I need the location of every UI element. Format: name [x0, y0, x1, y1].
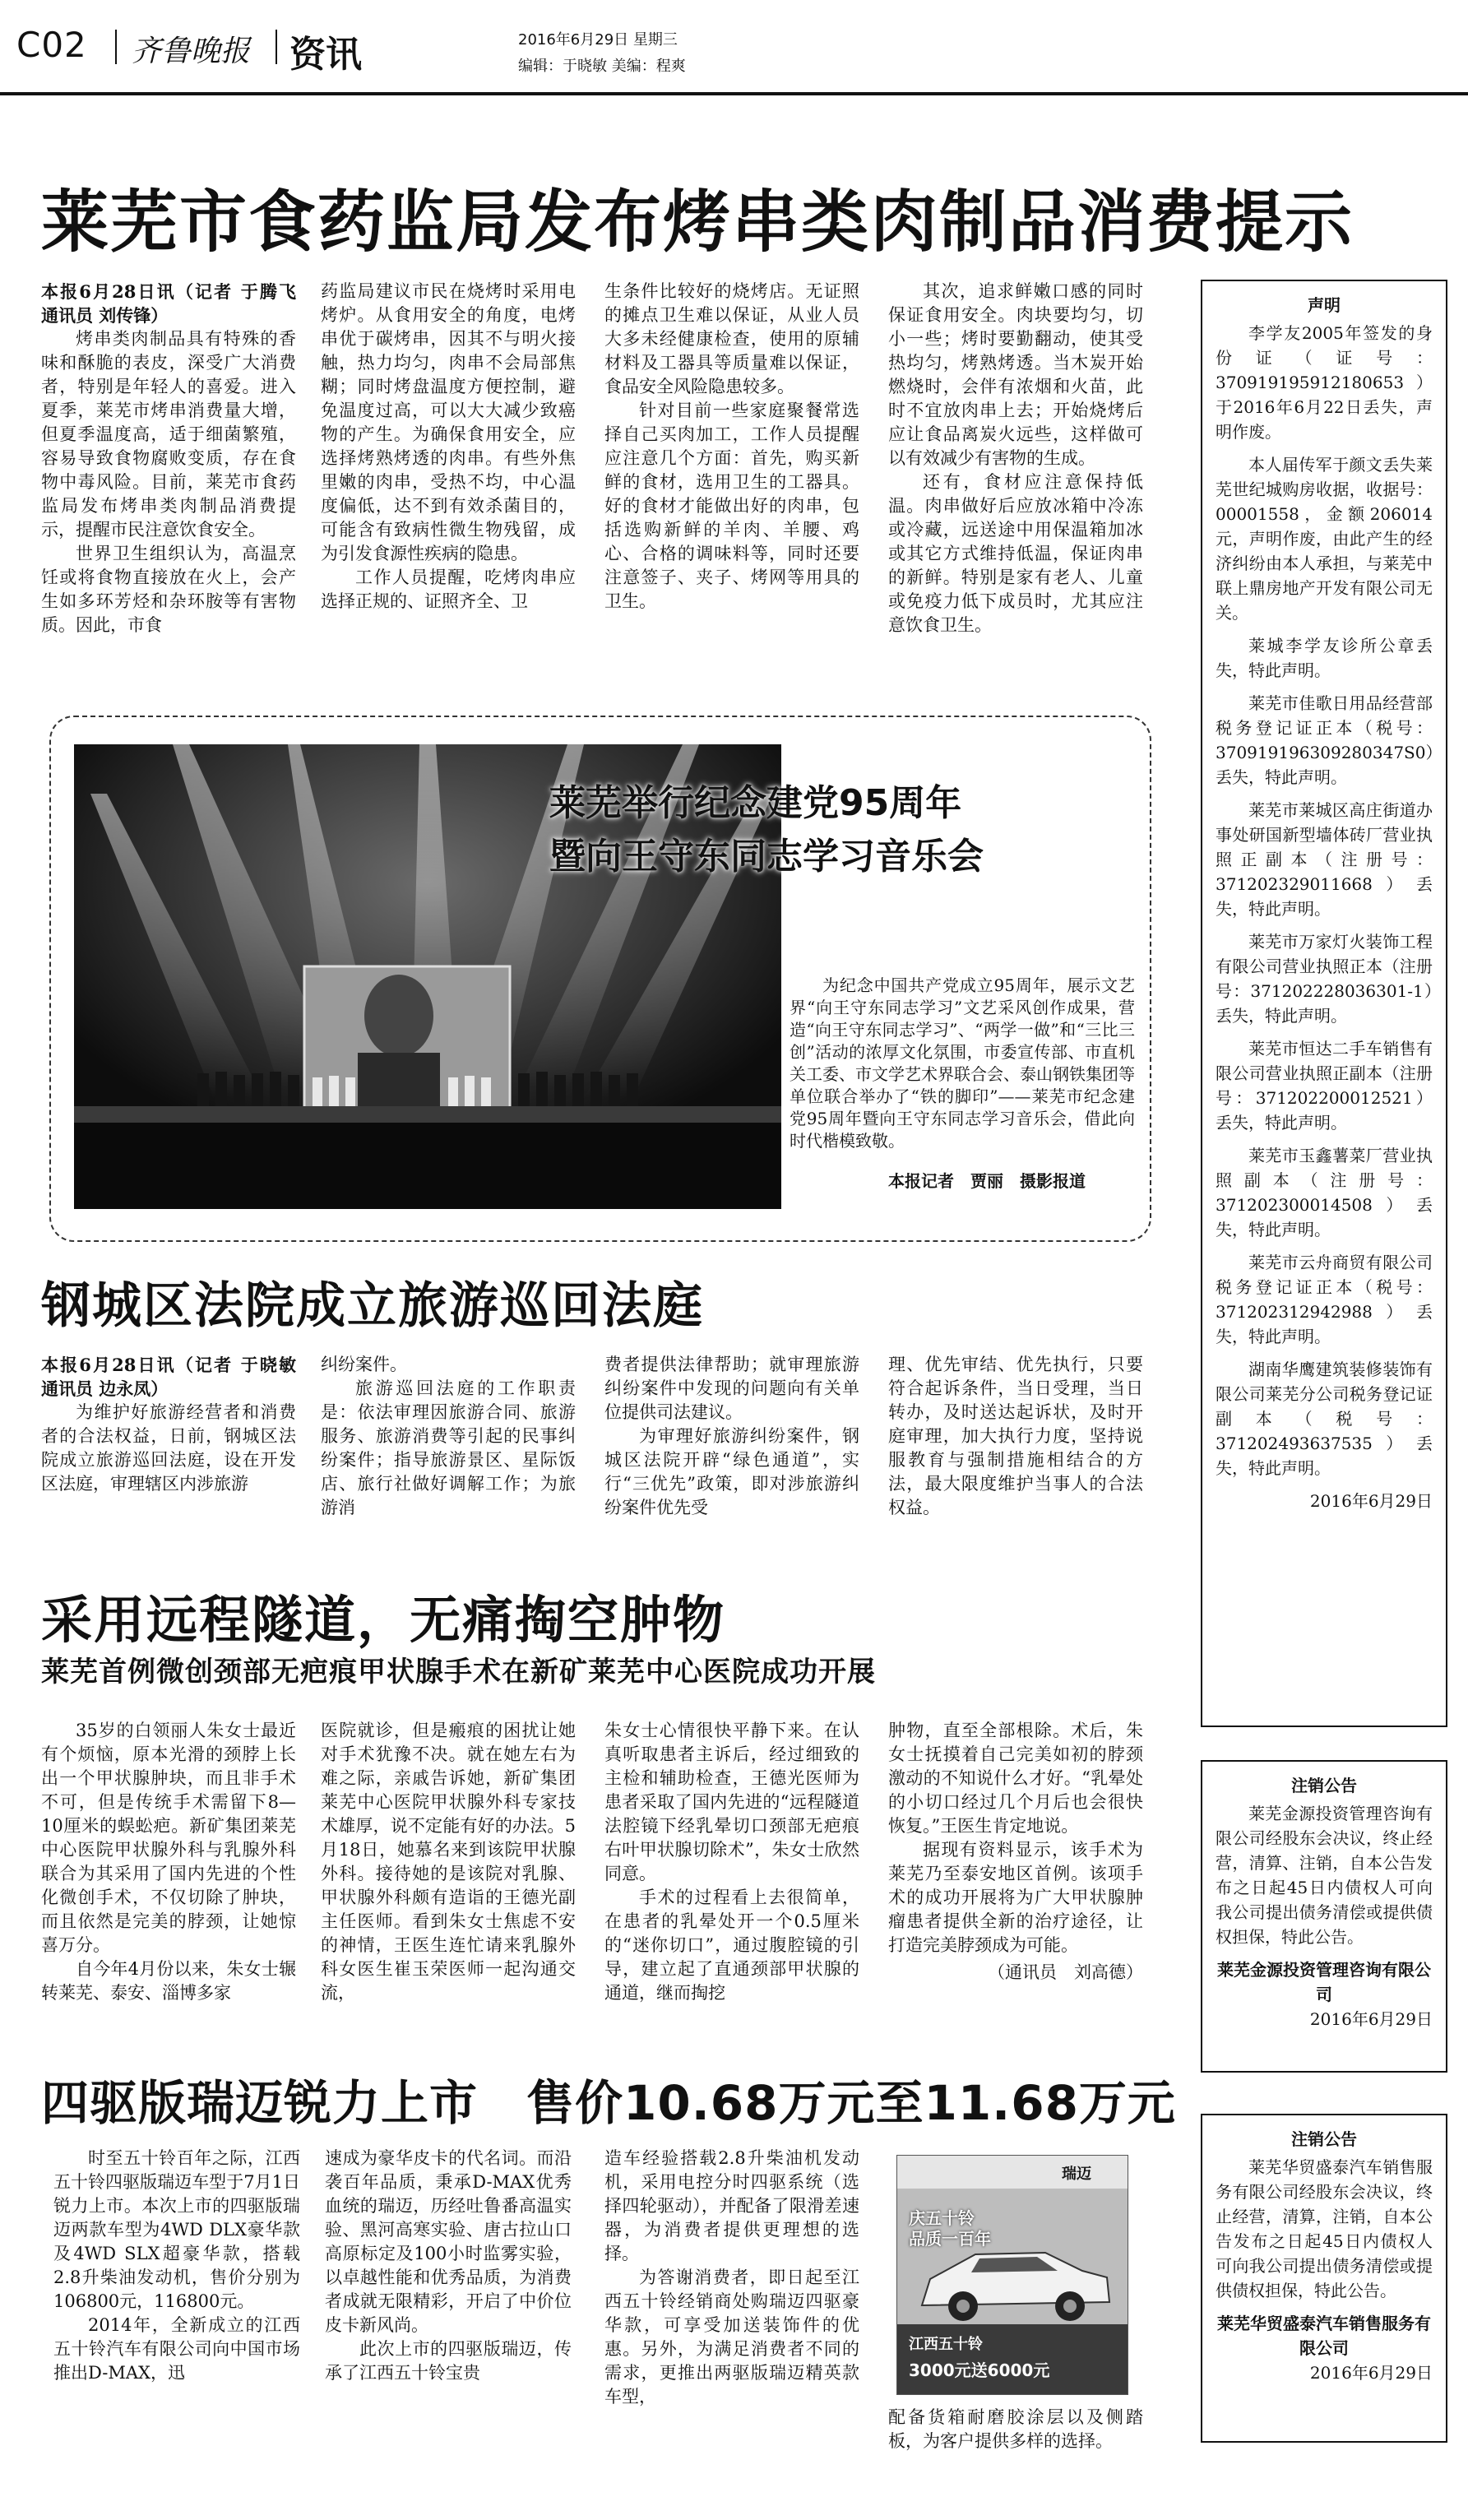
paragraph: 自今年4月份以来，朱女士辗转莱芜、泰安、淄博多家 — [41, 1959, 296, 2003]
paragraph: 速成为豪华皮卡的代名词。而沿袭百年品质，秉承D-MAX优秀血统的瑞迈，历经吐鲁番高温实验、黑河高寒实验、唐古拉山口高原标定及100小时监雾实验，以卓越性能和优秀品质，为消费者成就无限精彩，开启了中价位皮卡新风尚。 — [325, 2148, 572, 2335]
statement-item: 湖南华鹰建筑装修装饰有限公司莱芜分公司税务登记证副本（税号：371202493637535）丢失，特此声明。 — [1216, 1360, 1433, 1478]
article3-subhead: 莱芜首例微创颈部无疤痕甲状腺手术在新矿莱芜中心医院成功开展 — [41, 1656, 876, 1688]
paragraph: 工作人员提醒，吃烤肉串应选择正规的、证照齐全、卫 — [321, 567, 576, 611]
editor-line: 编辑：于晓敏 美编：程爽 — [518, 58, 686, 75]
paragraph: 旅游巡回法庭的工作职责是：依法审理因旅游合同、旅游服务、旅游消费等引起的民事纠纷案件；指导旅游景区、星际饭店、旅行社做好调解工作；为旅游消 — [321, 1378, 576, 1517]
notice-body: 莱芜华贸盛泰汽车销售服务有限公司经股东会决议，终止经营，清算，注销，自本公告发布之日起45日内债权人可向我公司提出债务清偿或提供债权担保，特此公告。 — [1216, 2157, 1433, 2300]
car-advertisement — [896, 2155, 1128, 2395]
article2-col-2 — [321, 1353, 576, 1520]
cancellation-notice-1 — [1201, 1760, 1447, 2073]
ad-price: 3000元送6000元 — [909, 2360, 1050, 2380]
ad-brand: 瑞迈 — [1062, 2166, 1091, 2183]
newspaper-brand: 齐鲁晚报 — [132, 35, 251, 68]
section-name: 资讯 — [289, 34, 362, 76]
article2-col-3 — [604, 1353, 859, 1520]
statement-item: 莱芜市佳歌日用品经营部税务登记证正本（税号：370919196309280347S0）丢失，特此声明。 — [1216, 693, 1443, 787]
paragraph: 费者提供法律帮助；就审理旅游纠纷案件中发现的问题向有关单位提供司法建议。 — [604, 1355, 859, 1422]
paragraph: 时至五十铃百年之际，江西五十铃四驱版瑞迈车型于7月1日锐力上市。本次上市的四驱版瑞迈两款车型为4WD DLX豪华款及4WD SLX超豪华款，搭载2.8升柴油发动机，售价分别为106800元，116800元。 — [53, 2148, 300, 2311]
paragraph: 造车经验搭载2.8升柴油机发动机，采用电控分时四驱系统（选择四轮驱动），并配备了限滑差速器，为消费者提供更理想的选择。 — [604, 2148, 859, 2263]
paragraph: 朱女士心情很快平静下来。在认真听取患者主诉后，经过细致的主检和辅助检查，王德光医师为患者采取了国内先进的“远程隧道法腔镜下经乳晕切口颈部无疤痕右叶甲状腺切除术”，朱女士欣然同意。 — [604, 1721, 859, 1883]
paragraph: 世界卫生组织认为，高温烹饪或将食物直接放在火上，会产生如多环芳烃和杂环胺等有害物质。因此，市食 — [41, 544, 296, 635]
statement-title: 声明 — [1308, 295, 1341, 315]
paragraph: 烤串类肉制品具有特殊的香味和酥脆的表皮，深受广大消费者，特别是年轻人的喜爱。进入夏季，莱芜市烤串消费量大增，但夏季温度高，适于细菌繁殖，容易导致食物腐败变质，存在食物中毒风险。目前，莱芜市食药监局发布烤串类肉制品消费提示，提醒市民注意饮食安全。 — [41, 329, 296, 540]
paragraph: 为纪念中国共产党成立95周年，展示文艺界“向王守东同志学习”文艺采风创作成果，营造“向王守东同志学习”、“两学一做”和“三比三创”活动的浓厚文化氛围，市委宣传部、市直机关工委、市文学艺术界联合会、泰山钢铁集团等单位联合举办了“铁的脚印”——莱芜市纪念建党95周年暨向王守东同志学习音乐会，借此向时代楷模致敬。 — [790, 975, 1135, 1151]
header-rule — [0, 92, 1468, 95]
article1-col-2 — [321, 280, 576, 614]
notice-body: 莱芜金源投资管理咨询有限公司经股东会决议，终止经营，清算、注销，自本公告发布之日起45日内债权人可向我公司提出债务清偿或提供债权担保，特此公告。 — [1216, 1804, 1433, 1947]
statement-item: 莱芜市云舟商贸有限公司税务登记证正本（税号：371202312942988）丢失，特此声明。 — [1216, 1253, 1433, 1346]
header-divider — [276, 30, 277, 64]
paragraph: 据现有资料显示，该手术为莱芜乃至泰安地区首例。该项手术的成功开展将为广大甲状腺肿瘤患者提供全新的治疗途径，让打造完美脖颈成为可能。 — [888, 1840, 1143, 1955]
paragraph: 药监局建议市民在烧烤时采用电烤炉。从食用安全的角度，电烤串优于碳烤串，因其不与明火接触，热力均匀，肉串不会局部焦糊；同时烤盘温度方便控制，避免温度过高，可以大大减少致癌物的产生。为确保食用安全，应选择烤熟烤透的肉串。有些外焦里嫩的肉串，受热不均，中心温度偏低，达不到有效杀菌目的，可能含有致病性微生物残留，成为引发食源性疾病的隐患。 — [321, 281, 576, 563]
article1-headline: 莱芜市食药监局发布烤串类肉制品消费提示 — [41, 183, 1355, 262]
statement-item: 莱芜市万家灯火装饰工程有限公司营业执照正本（注册号：371202228036301-1）丢失，特此声明。 — [1216, 932, 1433, 1026]
article4-headline: 四驱版瑞迈锐力上市 售价10.68万元至11.68万元 — [41, 2075, 1176, 2131]
article3-col-4 — [888, 1719, 1143, 1985]
paragraph: 纠纷案件。 — [321, 1355, 407, 1374]
paragraph: 35岁的白领丽人朱女士最近有个烦恼，原本光滑的颈脖上长出一个甲状腺肿块，而且非手术不可，但是传统手术需留下8—10厘米的蜈蚣疤。新矿集团莱芜中心医院甲状腺外科与乳腺外科联合为其采用了国内先进的个性化微创手术，不仅切除了肿块，而且依然是完美的脖颈，让她惊喜万分。 — [41, 1721, 296, 1955]
statement-date: 2016年6月29日 — [1309, 1491, 1433, 1511]
feature-text — [790, 975, 1135, 1152]
feature-title-line1: 莱芜举行纪念建党95周年 — [549, 782, 962, 824]
paragraph: 还有，食材应注意保持低温。肉串做好后应放冰箱中冷冻或冷藏，远送途中用保温箱加冰或其它方式维持低温，保证肉串的新鲜。特别是家有老人、儿童或免疫力低下成员时，尤其应注意饮食卫生。 — [888, 472, 1143, 635]
paragraph: 为维护好旅游经营者和消费者的合法权益，日前，钢城区法院成立旅游巡回法庭，设在开发区法庭，审理辖区内涉旅游 — [41, 1402, 296, 1494]
statement-item: 李学友2005年签发的身份证（证号：370919195912180653）于2016年6月22日丢失，声明作废。 — [1216, 323, 1433, 442]
article2-headline: 钢城区法院成立旅游巡回法庭 — [41, 1277, 704, 1335]
statement-box — [1201, 280, 1447, 1727]
article1-col-1 — [41, 280, 296, 637]
paragraph: 针对目前一些家庭聚餐常选择自己买肉加工，工作人员提醒应注意几个方面：首先，购买新鲜的食材，选用卫生的工器具。好的食材才能做出好的肉串，包括选购新鲜的羊肉、羊腰、鸡心、合格的调味料等，同时还要注意签子、夹子、烤网等用具的卫生。 — [604, 401, 859, 611]
notice-title: 注销公告 — [1291, 1776, 1357, 1795]
paragraph: 医院就诊，但是瘢痕的困扰让她对手术犹豫不决。就在她左右为难之际，亲戚告诉她，新矿集团莱芜中心医院甲状腺外科专家技术雄厚，说不定能有好的办法。5月18日，她慕名来到该院甲状腺外科。接待她的是该院对乳腺、甲状腺外科颇有造诣的王德光副主任医师。看到朱女士焦虑不安的神情，王医生连忙请来乳腺外科女医生崔玉荣医师一起沟通交流， — [321, 1721, 576, 2003]
paragraph: 此次上市的四驱版瑞迈，传承了江西五十铃宝贵 — [325, 2339, 572, 2383]
paragraph: 肿物，直至全部根除。术后，朱女士抚摸着自己完美如初的脖颈激动的不知说什么才好。“乳晕处的小切口经过几个月后也会很快恢复。”王医生肯定地说。 — [888, 1721, 1143, 1836]
paragraph: 2014年，全新成立的江西五十铃汽车有限公司向中国市场推出D-MAX，迅 — [53, 2315, 300, 2383]
paragraph: 手术的过程看上去很简单，在患者的乳晕处开一个0.5厘米的“迷你切口”，通过腹腔镜的引导，建立起了直通颈部甲状腺的通道，继而掏挖 — [604, 1888, 859, 2003]
statement-item: 莱城李学友诊所公章丢失，特此声明。 — [1216, 636, 1433, 680]
paragraph: 为答谢消费者，即日起至江西五十铃经销商处购瑞迈四驱豪华款，可享受加送装饰件的优惠。另外，为满足消费者不同的需求，更推出两驱版瑞迈精英款车型， — [604, 2268, 859, 2407]
article2-col-1 — [41, 1353, 296, 1496]
paragraph: 生条件比较好的烧烤店。无证照的摊点卫生难以保证，从业人员大多未经健康检查，使用的原辅材料及工器具等质量难以保证，食品安全风险隐患较多。 — [604, 281, 859, 396]
statement-item: 莱芜市玉鑫薯菜厂营业执照副本（注册号：371202300014508）丢失，特此声明。 — [1216, 1146, 1433, 1239]
notice-signature: 莱芜华贸盛泰汽车销售服务有限公司 — [1217, 2314, 1431, 2358]
article3-col-1 — [41, 1719, 296, 2005]
article2-col-4 — [888, 1353, 1143, 1520]
ad-slogan-3: 江西五十铃 — [909, 2336, 983, 2353]
article1-byline: 本报6月28日讯（记者 于腾飞 通讯员 刘传锋） — [41, 281, 296, 326]
article4-col-4 — [888, 2406, 1143, 2453]
paragraph: 理、优先审结、优先执行，只要符合起诉条件，当日受理，当日转办，及时送达起诉状，及时开庭审理，加大执行力度，坚持说服教育与强制措施相结合的方法，最大限度维护当事人的合法权益。 — [888, 1355, 1143, 1517]
ad-slogan-1: 庆五十铃 — [909, 2208, 975, 2228]
paragraph: 其次，追求鲜嫩口感的同时保证食用安全。肉块要均匀，切小一些；烤时要勤翻动，使其受热均匀，烤熟烤透。当木炭开始燃烧时，会伴有浓烟和火苗，此时不宜放肉串上去；开始烧烤后应让食品离炭火远些，这样做可以有效减少有害物的生成。 — [888, 281, 1143, 468]
paragraph: 配备货箱耐磨胶涂层以及侧踏板，为客户提供多样的选择。 — [888, 2407, 1143, 2451]
date-line: 2016年6月29日 星期三 — [518, 31, 678, 49]
article1-col-3 — [604, 280, 859, 614]
article2-byline: 本报6月28日讯（记者 于晓敏 通讯员 边永凤） — [41, 1355, 296, 1399]
ad-slogan-2: 品质一百年 — [909, 2229, 991, 2249]
paragraph: 为审理好旅游纠纷案件，钢城区法院开辟“绿色通道”，实行“三优先”政策，即对涉旅游纠纷案件优先受 — [604, 1426, 859, 1517]
article3-credit: （通讯员 刘高德） — [988, 1962, 1143, 1982]
notice-date: 2016年6月29日 — [1309, 2009, 1433, 2029]
notice-title: 注销公告 — [1291, 2129, 1357, 2149]
article4-col-1 — [53, 2147, 300, 2385]
page-code: C02 — [16, 25, 87, 65]
article3-headline: 采用远程隧道，无痛掏空肿物 — [41, 1590, 726, 1650]
feature-credit: 本报记者 贾丽 摄影报道 — [888, 1171, 1086, 1191]
article1-col-4 — [888, 280, 1143, 637]
notice-date: 2016年6月29日 — [1309, 2363, 1433, 2383]
statement-item: 本人届传军于颜文丢失莱芜世纪城购房收据，收据号：00001558，金额206014元，声明作废，由此产生的经济纠纷由本人承担，与莱芜中联上鼎房地产开发有限公司无关。 — [1216, 455, 1433, 623]
statement-item: 莱芜市恒达二手车销售有限公司营业执照正副本（注册号：371202200012521）丢失，特此声明。 — [1216, 1039, 1433, 1133]
article3-col-2 — [321, 1719, 576, 2005]
article4-col-3 — [604, 2147, 859, 2409]
article3-col-3 — [604, 1719, 859, 2005]
article4-col-2 — [325, 2147, 572, 2385]
notice-signature: 莱芜金源投资管理咨询有限公司 — [1217, 1960, 1431, 2004]
statement-item: 莱芜市莱城区高庄街道办事处研国新型墙体砖厂营业执照正副本（注册号：371202329011668）丢失，特此声明。 — [1216, 800, 1433, 919]
feature-title-line2: 暨向王守东同志学习音乐会 — [549, 836, 984, 878]
header-divider — [115, 30, 117, 64]
cancellation-notice-2 — [1201, 2114, 1447, 2443]
